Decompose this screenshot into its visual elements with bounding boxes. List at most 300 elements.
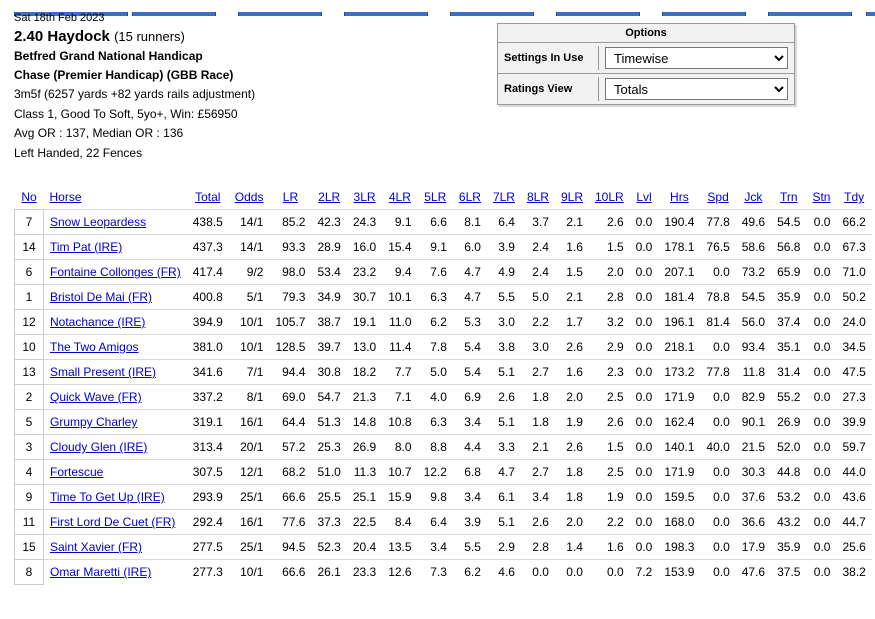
cell-stn: 0.0 (806, 235, 836, 260)
cell-c4: 9.4 (382, 260, 417, 285)
cell-jck: 37.6 (736, 485, 771, 510)
column-header-spd[interactable]: Spd (707, 190, 729, 204)
column-header-lvl[interactable]: Lvl (636, 190, 652, 204)
race-class-going: Class 1, Good To Soft, 5yo+, Win: £56950 (14, 106, 238, 121)
cell-odds: 10/1 (229, 310, 270, 335)
cell-c7: 6.4 (487, 210, 521, 235)
cell-lr: 79.3 (269, 285, 311, 310)
cell-horse (44, 235, 187, 260)
cell-hrs: 140.1 (658, 435, 700, 460)
ratings-view-select[interactable] (605, 78, 788, 100)
cell-total: 341.6 (187, 360, 229, 385)
table-row (15, 560, 872, 585)
runners-table-head (15, 187, 872, 210)
cell-c5: 3.4 (418, 535, 453, 560)
cell-c5: 9.8 (418, 485, 453, 510)
cell-c10: 1.5 (589, 235, 630, 260)
cell-spd: 76.5 (700, 235, 735, 260)
cell-c3: 13.0 (347, 335, 382, 360)
cell-c4: 7.7 (382, 360, 417, 385)
cell-lr: 85.2 (269, 210, 311, 235)
cell-c2: 53.4 (311, 260, 346, 285)
cell-saddle-number: 3 (15, 435, 44, 460)
cell-spd: 0.0 (700, 535, 735, 560)
cell-c10: 2.6 (589, 410, 630, 435)
cell-spd: 40.0 (700, 435, 735, 460)
cell-c8: 5.0 (521, 285, 555, 310)
cell-saddle-number: 8 (15, 560, 44, 585)
cell-c6: 4.7 (453, 260, 487, 285)
cell-jck: 56.0 (736, 310, 771, 335)
cell-hrs: 178.1 (658, 235, 700, 260)
cell-stn: 0.0 (806, 510, 836, 535)
cell-odds: 7/1 (229, 360, 270, 385)
cell-c5: 6.6 (418, 210, 453, 235)
cell-hrs: 207.1 (658, 260, 700, 285)
cell-trn: 53.2 (771, 485, 806, 510)
cell-total: 337.2 (187, 385, 229, 410)
horse-link[interactable]: Fortescue (50, 465, 104, 479)
cell-c5: 12.2 (418, 460, 453, 485)
cell-c4: 15.4 (382, 235, 417, 260)
cell-c10: 2.0 (589, 260, 630, 285)
runner-count: (15 runners) (114, 29, 185, 44)
cell-c9: 2.6 (555, 335, 589, 360)
cell-c4: 9.1 (382, 210, 417, 235)
cell-trn: 31.4 (771, 360, 806, 385)
horse-link[interactable]: Time To Get Up (IRE) (50, 490, 165, 504)
cell-lr: 94.4 (269, 360, 311, 385)
cell-saddle-number: 12 (15, 310, 44, 335)
cell-trn: 37.4 (771, 310, 806, 335)
cell-c2: 51.0 (311, 460, 346, 485)
cell-c10: 2.6 (589, 210, 630, 235)
cell-saddle-number: 15 (15, 535, 44, 560)
cell-tdy: 71.0 (836, 260, 871, 285)
cell-c10: 2.2 (589, 510, 630, 535)
table-row (15, 435, 872, 460)
horse-link[interactable]: Fontaine Collonges (FR) (50, 265, 181, 279)
cell-c9: 2.6 (555, 435, 589, 460)
cell-hrs: 171.9 (658, 385, 700, 410)
cell-c8: 1.8 (521, 410, 555, 435)
cell-total: 400.8 (187, 285, 229, 310)
cell-lr: 94.5 (269, 535, 311, 560)
cell-c2: 38.7 (311, 310, 346, 335)
table-row (15, 385, 872, 410)
cell-c3: 18.2 (347, 360, 382, 385)
column-header-stn[interactable]: Stn (812, 190, 831, 204)
cell-saddle-number: 14 (15, 235, 44, 260)
race-class-type: Chase (Premier Handicap) (GBB Race) (14, 68, 234, 82)
cell-spd: 78.8 (700, 285, 735, 310)
cell-odds: 9/2 (229, 260, 270, 285)
cell-hrs: 196.1 (658, 310, 700, 335)
cell-trn: 26.9 (771, 410, 806, 435)
cell-hrs: 159.5 (658, 485, 700, 510)
cell-c10: 1.9 (589, 485, 630, 510)
cell-c6: 3.4 (453, 485, 487, 510)
cell-stn: 0.0 (806, 385, 836, 410)
cell-jck: 49.6 (736, 210, 771, 235)
cell-odds: 16/1 (229, 510, 270, 535)
cell-c9: 1.6 (555, 235, 589, 260)
cell-c6: 5.3 (453, 310, 487, 335)
cell-horse (44, 460, 187, 485)
cell-jck: 58.6 (736, 235, 771, 260)
cell-lvl: 7.2 (630, 560, 659, 585)
cell-c9: 1.4 (555, 535, 589, 560)
cell-tdy: 39.9 (836, 410, 871, 435)
settings-in-use-row (498, 43, 794, 74)
cell-c3: 26.9 (347, 435, 382, 460)
column-header-total[interactable]: Total (195, 190, 221, 204)
cell-c8: 3.7 (521, 210, 555, 235)
cell-trn: 35.9 (771, 285, 806, 310)
cell-spd: 0.0 (700, 410, 735, 435)
cell-c4: 15.9 (382, 485, 417, 510)
cell-c6: 4.4 (453, 435, 487, 460)
table-row (15, 460, 872, 485)
cell-trn: 35.1 (771, 335, 806, 360)
cell-c8: 2.4 (521, 260, 555, 285)
cell-lvl: 0.0 (630, 235, 659, 260)
horse-link[interactable]: Notachance (IRE) (50, 315, 146, 329)
cell-trn: 56.8 (771, 235, 806, 260)
cell-lr: 57.2 (269, 435, 311, 460)
cell-c2: 26.1 (311, 560, 346, 585)
column-header-lr[interactable]: LR (282, 190, 299, 204)
cell-c3: 11.3 (347, 460, 382, 485)
cell-spd: 81.4 (700, 310, 735, 335)
cell-saddle-number: 6 (15, 260, 44, 285)
cell-jck: 11.8 (736, 360, 771, 385)
cell-saddle-number: 10 (15, 335, 44, 360)
cell-c9: 2.0 (555, 385, 589, 410)
cell-c7: 2.9 (487, 535, 521, 560)
cell-spd: 0.0 (700, 460, 735, 485)
cell-stn: 0.0 (806, 485, 836, 510)
cell-stn: 0.0 (806, 360, 836, 385)
cell-c4: 7.1 (382, 385, 417, 410)
table-row (15, 210, 872, 235)
table-row (15, 535, 872, 560)
cell-stn: 0.0 (806, 210, 836, 235)
cell-horse (44, 310, 187, 335)
cell-c4: 8.0 (382, 435, 417, 460)
cell-trn: 65.9 (771, 260, 806, 285)
cell-c6: 5.4 (453, 335, 487, 360)
cell-total: 381.0 (187, 335, 229, 360)
cell-c2: 37.3 (311, 510, 346, 535)
column-header-10lr[interactable]: 10LR (594, 190, 624, 204)
cell-c10: 3.2 (589, 310, 630, 335)
cell-lvl: 0.0 (630, 410, 659, 435)
horse-link[interactable]: Cloudy Glen (IRE) (50, 440, 148, 454)
column-header-9lr[interactable]: 9LR (560, 190, 583, 204)
horse-link[interactable]: Small Present (IRE) (50, 365, 157, 379)
cell-c2: 25.5 (311, 485, 346, 510)
cell-horse (44, 410, 187, 435)
cell-saddle-number: 9 (15, 485, 44, 510)
cell-total: 417.4 (187, 260, 229, 285)
cell-spd: 0.0 (700, 560, 735, 585)
cell-hrs: 162.4 (658, 410, 700, 435)
cell-spd: 0.0 (700, 485, 735, 510)
cell-c3: 23.3 (347, 560, 382, 585)
cell-c9: 1.5 (555, 260, 589, 285)
cell-c2: 42.3 (311, 210, 346, 235)
cell-c6: 6.8 (453, 460, 487, 485)
cell-odds: 8/1 (229, 385, 270, 410)
cell-c9: 1.8 (555, 485, 589, 510)
cell-odds: 10/1 (229, 335, 270, 360)
horse-link[interactable]: Grumpy Charley (50, 415, 138, 429)
cell-tdy: 44.0 (836, 460, 871, 485)
cell-c7: 3.9 (487, 235, 521, 260)
horse-link[interactable]: Omar Maretti (IRE) (50, 565, 152, 580)
cell-c6: 5.5 (453, 535, 487, 560)
cell-c5: 9.1 (418, 235, 453, 260)
horse-link[interactable]: Saint Xavier (FR) (50, 540, 143, 554)
cell-lr: 69.0 (269, 385, 311, 410)
column-header-4lr[interactable]: 4LR (388, 190, 411, 204)
cell-total: 394.9 (187, 310, 229, 335)
cell-horse (44, 360, 187, 385)
cell-tdy: 59.7 (836, 435, 871, 460)
cell-spd: 0.0 (700, 510, 735, 535)
cell-c4: 10.1 (382, 285, 417, 310)
runners-table-body (15, 210, 872, 585)
cell-lr: 66.6 (269, 560, 311, 585)
cell-lr: 93.3 (269, 235, 311, 260)
table-row (15, 260, 872, 285)
cell-c3: 21.3 (347, 385, 382, 410)
race-sponsor: Betfred Grand National Handicap (14, 49, 203, 63)
cell-spd: 0.0 (700, 260, 735, 285)
column-header-7lr[interactable]: 7LR (492, 190, 515, 204)
table-row (15, 510, 872, 535)
cell-jck: 90.1 (736, 410, 771, 435)
cell-hrs: 218.1 (658, 335, 700, 360)
cell-lr: 105.7 (269, 310, 311, 335)
column-header-3lr[interactable]: 3LR (353, 190, 376, 204)
cell-total: 307.5 (187, 460, 229, 485)
cell-hrs: 198.3 (658, 535, 700, 560)
cell-c2: 30.8 (311, 360, 346, 385)
cell-c7: 2.6 (487, 385, 521, 410)
cell-jck: 54.5 (736, 285, 771, 310)
cell-odds: 14/1 (229, 210, 270, 235)
cell-c6: 4.7 (453, 285, 487, 310)
cell-jck: 21.5 (736, 435, 771, 460)
cell-tdy: 66.2 (836, 210, 871, 235)
cell-odds: 16/1 (229, 410, 270, 435)
cell-c4: 10.8 (382, 410, 417, 435)
cell-spd: 0.0 (700, 335, 735, 360)
cell-c2: 39.7 (311, 335, 346, 360)
cell-total: 292.4 (187, 510, 229, 535)
cell-saddle-number: 13 (15, 360, 44, 385)
cell-c6: 6.0 (453, 235, 487, 260)
options-panel-title: Options (498, 24, 794, 43)
cell-hrs: 181.4 (658, 285, 700, 310)
cell-c10: 1.6 (589, 535, 630, 560)
cell-c4: 11.4 (382, 335, 417, 360)
cell-hrs: 190.4 (658, 210, 700, 235)
cell-lvl: 0.0 (630, 285, 659, 310)
cell-odds: 20/1 (229, 435, 270, 460)
cell-lvl: 0.0 (630, 535, 659, 560)
column-header-2lr[interactable]: 2LR (318, 190, 341, 204)
runners-table (14, 187, 872, 585)
column-header-horse[interactable]: Horse (49, 190, 82, 204)
cell-horse (44, 285, 187, 310)
cell-stn: 0.0 (806, 460, 836, 485)
race-time-course: 2.40 Haydock (14, 28, 110, 45)
cell-c10: 2.3 (589, 360, 630, 385)
cell-saddle-number: 11 (15, 510, 44, 535)
cell-c7: 4.9 (487, 260, 521, 285)
table-row (15, 235, 872, 260)
cell-lvl: 0.0 (630, 210, 659, 235)
cell-c10: 2.9 (589, 335, 630, 360)
cell-jck: 47.6 (736, 560, 771, 585)
cell-c8: 2.1 (521, 435, 555, 460)
cell-total: 277.3 (187, 560, 229, 585)
race-date: Sat 18th Feb 2023 (14, 12, 105, 24)
cell-c8: 3.0 (521, 335, 555, 360)
column-header-odds[interactable]: Odds (234, 190, 264, 204)
column-header-6lr[interactable]: 6LR (458, 190, 481, 204)
cell-c7: 5.5 (487, 285, 521, 310)
cell-jck: 73.2 (736, 260, 771, 285)
cell-odds: 12/1 (229, 460, 270, 485)
table-row (15, 360, 872, 385)
column-header-5lr[interactable]: 5LR (424, 190, 447, 204)
column-header-8lr[interactable]: 8LR (526, 190, 549, 204)
cell-odds: 14/1 (229, 235, 270, 260)
cell-c8: 2.7 (521, 460, 555, 485)
cell-lr: 77.6 (269, 510, 311, 535)
cell-total: 437.3 (187, 235, 229, 260)
cell-stn: 0.0 (806, 260, 836, 285)
column-header-trn[interactable]: Trn (780, 190, 798, 204)
race-course-details: Left Handed, 22 Fences (14, 145, 143, 160)
cell-c7: 6.1 (487, 485, 521, 510)
cell-c3: 20.4 (347, 535, 382, 560)
column-header-no[interactable]: No (21, 190, 37, 204)
options-panel (497, 23, 795, 105)
cell-odds: 25/1 (229, 535, 270, 560)
ratings-view-label: Ratings View (498, 77, 599, 101)
cell-c8: 2.8 (521, 535, 555, 560)
cell-c7: 4.6 (487, 560, 521, 585)
cell-tdy: 44.7 (836, 510, 871, 535)
cell-c4: 12.6 (382, 560, 417, 585)
cell-lr: 68.2 (269, 460, 311, 485)
cell-c10: 1.5 (589, 435, 630, 460)
cell-c9: 1.9 (555, 410, 589, 435)
cell-tdy: 34.5 (836, 335, 871, 360)
cell-tdy: 38.2 (836, 560, 871, 585)
cell-jck: 82.9 (736, 385, 771, 410)
cell-c7: 5.1 (487, 410, 521, 435)
column-header-jck[interactable]: Jck (744, 190, 763, 204)
column-header-hrs[interactable]: Hrs (670, 190, 689, 204)
cell-c8: 2.6 (521, 510, 555, 535)
cell-jck: 93.4 (736, 335, 771, 360)
cell-c2: 51.3 (311, 410, 346, 435)
cell-horse (44, 510, 187, 535)
cell-jck: 17.9 (736, 535, 771, 560)
cell-c6: 6.9 (453, 385, 487, 410)
cell-trn: 55.2 (771, 385, 806, 410)
cell-c6: 8.1 (453, 210, 487, 235)
cell-c5: 8.8 (418, 435, 453, 460)
cell-lvl: 0.0 (630, 360, 659, 385)
table-header-row (15, 187, 872, 210)
cell-spd: 77.8 (700, 360, 735, 385)
cell-total: 438.5 (187, 210, 229, 235)
horse-link[interactable]: First Lord De Cuet (FR) (50, 515, 176, 529)
cell-horse (44, 535, 187, 560)
cell-total: 319.1 (187, 410, 229, 435)
cell-c5: 7.6 (418, 260, 453, 285)
cell-c5: 6.3 (418, 410, 453, 435)
cell-c2: 52.3 (311, 535, 346, 560)
horse-link[interactable]: Snow Leopardess (50, 215, 147, 229)
cell-saddle-number: 7 (15, 210, 44, 235)
cell-stn: 0.0 (806, 310, 836, 335)
cell-saddle-number: 4 (15, 460, 44, 485)
table-row (15, 310, 872, 335)
cell-c8: 3.4 (521, 485, 555, 510)
cell-lvl: 0.0 (630, 385, 659, 410)
cell-jck: 36.6 (736, 510, 771, 535)
cell-saddle-number: 5 (15, 410, 44, 435)
cell-hrs: 168.0 (658, 510, 700, 535)
cell-c3: 19.1 (347, 310, 382, 335)
cell-horse (44, 260, 187, 285)
race-distance: 3m5f (6257 yards +82 yards rails adjustment) (14, 87, 256, 101)
horse-link[interactable]: The Two Amigos (50, 340, 139, 354)
cell-c2: 28.9 (311, 235, 346, 260)
horse-link[interactable]: Bristol De Mai (FR) (50, 290, 153, 304)
cell-c8: 0.0 (521, 560, 555, 585)
cell-tdy: 47.5 (836, 360, 871, 385)
cell-c8: 2.4 (521, 235, 555, 260)
cell-odds: 5/1 (229, 285, 270, 310)
cell-spd: 0.0 (700, 385, 735, 410)
cell-c9: 2.0 (555, 510, 589, 535)
cell-c4: 10.7 (382, 460, 417, 485)
cell-c6: 3.9 (453, 510, 487, 535)
cell-c9: 1.6 (555, 360, 589, 385)
cell-c5: 7.3 (418, 560, 453, 585)
horse-link[interactable]: Tim Pat (IRE) (50, 240, 123, 254)
settings-in-use-select[interactable] (605, 47, 788, 69)
cell-lr: 64.4 (269, 410, 311, 435)
cell-lvl: 0.0 (630, 510, 659, 535)
cell-c5: 5.0 (418, 360, 453, 385)
horse-link[interactable]: Quick Wave (FR) (50, 390, 142, 404)
cell-c9: 1.8 (555, 460, 589, 485)
cell-c5: 6.3 (418, 285, 453, 310)
column-header-tdy[interactable]: Tdy (844, 190, 865, 204)
cell-c3: 24.3 (347, 210, 382, 235)
cell-c3: 14.8 (347, 410, 382, 435)
